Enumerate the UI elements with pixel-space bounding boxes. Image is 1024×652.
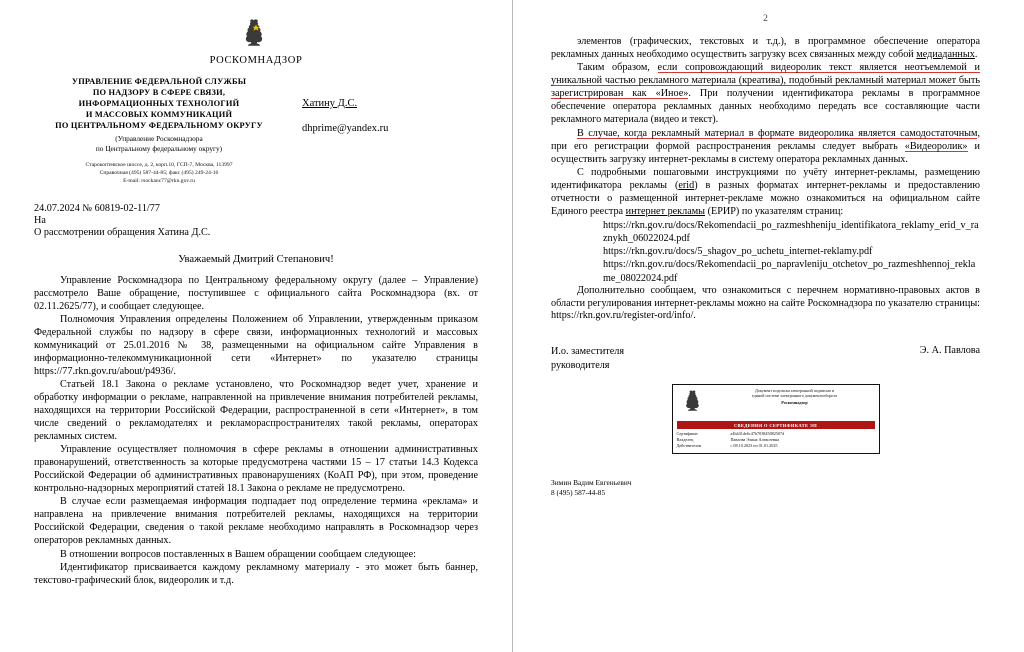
letterhead-left	[34, 76, 284, 185]
salutation: Уважаемый Дмитрий Степанович!	[178, 254, 334, 266]
paragraph: В случае если размещаемая информация подпадает под определение термина «реклама» и направлена на привлечение внимания потребителей рекламы, находящихся на территории Российской Федерации, сведения о такой рекламе необходимо направлять в Роскомнадзор через операторов рекламных данных.	[34, 496, 478, 547]
paragraph-highlighted: Таким образом, если сопровождающий видеоролик текст является неотъемлемой и уникальной частью рекламного материала (креатива), подобный рекламный материал может быть зарегистрирован как «Иное». При получении идентификатора рекламы в программное обеспечение оператора рекламных данных необходимо передать все составляющие части рекламного материала (видео и текст).	[551, 62, 981, 126]
contact-person: Зимин Вадим Евгеньевич 8 (495) 587-44-85	[551, 478, 632, 498]
stamp-row: Владелец Павлова Элина Алексеевна	[676, 437, 780, 443]
letterhead	[34, 76, 478, 185]
letterhead-address: Старокоптевское шоссе, д. 2, корп.10, ГСП-7, Москва, 113997 Справочная (495) 587-44-85; факс (495) 249-24-16 E-mail: rsockanc77@rkn.gov.ru	[85, 162, 233, 184]
document-page-2	[512, 0, 1024, 652]
stamp-band-label: СВЕДЕНИЯ О СЕРТИФИКАТЕ ЭП	[677, 421, 875, 429]
paragraph: элементов (графических, текстовых и т.д.), в программное обеспечение оператора рекламных данных необходимо осуществить загрузку всех связанных между собой медиаданных.	[551, 36, 980, 60]
coat-of-arms-icon	[34, 18, 478, 53]
addressee-email: dhprime@yandex.ru	[302, 123, 389, 134]
paragraph: В отношении вопросов поставленных в Вашем обращении сообщаем следующее:	[60, 548, 416, 560]
signer-name: Э. А. Павлова	[919, 345, 980, 357]
document-subject: О рассмотрении обращения Хатина Д.С.	[34, 227, 211, 239]
signature-block	[551, 345, 980, 372]
paragraph: Статьей 18.1 Закона о рекламе установлено, что Роскомнадзор ведет учет, хранение и обработку информации о рекламе, направленной на привлечение внимания потребителей рекламы, находящихся на территории Российской Федерации, распространенной в сети «Интернет», в том числе сведений о рекламодателях и рекламораспространителях такой рекламы, операторах рекламных систем.	[34, 379, 478, 442]
electronic-signature-stamp	[672, 384, 880, 454]
reference-url[interactable]: https://rkn.gov.ru/docs/5_shagov_po_uchetu_internet-reklamy.pdf	[603, 246, 873, 258]
paragraph-closing: Дополнительно сообщаем, что ознакомиться с перечнем нормативно-правовых актов в области регулирования интернет-рекламы можно на сайте Роскомнадзора по указателю страницы: https://rkn.gov.ru/register-ord/info/.	[551, 284, 980, 322]
stamp-row: Сертификат a4b441de6c47b703845082507d	[676, 431, 785, 437]
paragraph: Полномочия Управления определены Положением об Управлении, утвержденным приказом Федеральной службы по надзору в сфере связи, информационных технологий и массовых коммуникаций от 25.01.2016 № 38, размещенными на официальном сайте Управления в информационно-телекоммуникационной сети «Интернет» по указателю страницы https://77.rkn.gov.ru/about/p4936/.	[34, 314, 478, 377]
letterhead-title: УПРАВЛЕНИЕ ФЕДЕРАЛЬНОЙ СЛУЖБЫ ПО НАДЗОРУ В СФЕРЕ СВЯЗИ, ИНФОРМАЦИОННЫХ ТЕХНОЛОГИЙ И МАССОВЫХ КОММУНИКАЦИЙ ПО ЦЕНТРАЛЬНОМУ ФЕДЕРАЛЬНОМУ ОКРУГУ	[55, 77, 263, 131]
page-number: 2	[763, 14, 768, 24]
reference-on-label: На	[34, 215, 46, 227]
paragraph: Управление осуществляет полномочия в сфере рекламы в отношении административных правонарушений, ответственность за которые предусмотрена частями 15 – 17 статьи 14.3 Кодекса Российской Федерации об административных правонарушениях (КоАП РФ), при этом, проведение контрольно-надзорных мероприятий статей 18.1 Закона о рекламе не предусмотрено.	[34, 444, 478, 495]
paragraph-highlighted: В случае, когда рекламный материал в формате видеоролика является самодостаточным, при его регистрации формой распространения рекламы следует выбрать «Видеоролик» и осуществить загрузку интернет-рекламы в систему оператора рекламных данных.	[551, 127, 980, 165]
paragraph: С подробными пошаговыми инструкциями по учёту интернет-рекламы, размещению идентификатора рекламы (erid) в разных форматах интернет-рекламы и предоставлению отчетности о размещенной интернет-рекламе можно ознакомиться на официальном сайте Единого реестра интернет рекламы (ЕРИР) по указателям страниц:	[551, 167, 980, 217]
stamp-row: Действителен с 08.10.2023 по 01.01.2025	[676, 443, 778, 449]
reference-date-number: 24.07.2024 № 60819-02-11/77	[34, 203, 160, 215]
stamp-details	[677, 431, 875, 449]
organization-name: РОСКОМНАДЗОР	[209, 55, 303, 66]
letterhead-right	[284, 76, 478, 134]
addressee-name: Хатину Д.С.	[302, 98, 358, 109]
paragraph: Идентификатор присваивается каждому рекламному материалу - это может быть баннер, текстово-графический блок, видеоролик и т.д.	[34, 562, 478, 586]
reference-url[interactable]: https://rkn.gov.ru/docs/Rekomendacii_po_razmeshheniju_identifikatora_reklamy_erid_v_raznykh_06022024.pdf	[603, 220, 979, 245]
coat-of-arms-icon	[677, 388, 711, 418]
paragraph: Управление Роскомнадзора по Центральному федеральному округу (далее – Управление) рассмотрело Ваше обращение, поступившее с официального сайта Роскомнадзора (вх. от 02.11.2625/77), и сообщает следующее.	[34, 275, 478, 312]
reference-block	[34, 203, 478, 226]
stamp-heading: Документ подписан электронной подписью в единой системе электронного документооборота Роскомнадзор	[751, 387, 838, 406]
signer-position: И.о. заместителя руководителя	[551, 346, 625, 371]
letterhead-subtitle: (Управление Роскомнадзора по Центральному федеральному округу)	[95, 134, 223, 153]
reference-url[interactable]: https://rkn.gov.ru/docs/Rekomendacii_po_napravleniju_otchetov_po_razmeshhennoj_reklame_08022024.pdf	[603, 259, 976, 284]
